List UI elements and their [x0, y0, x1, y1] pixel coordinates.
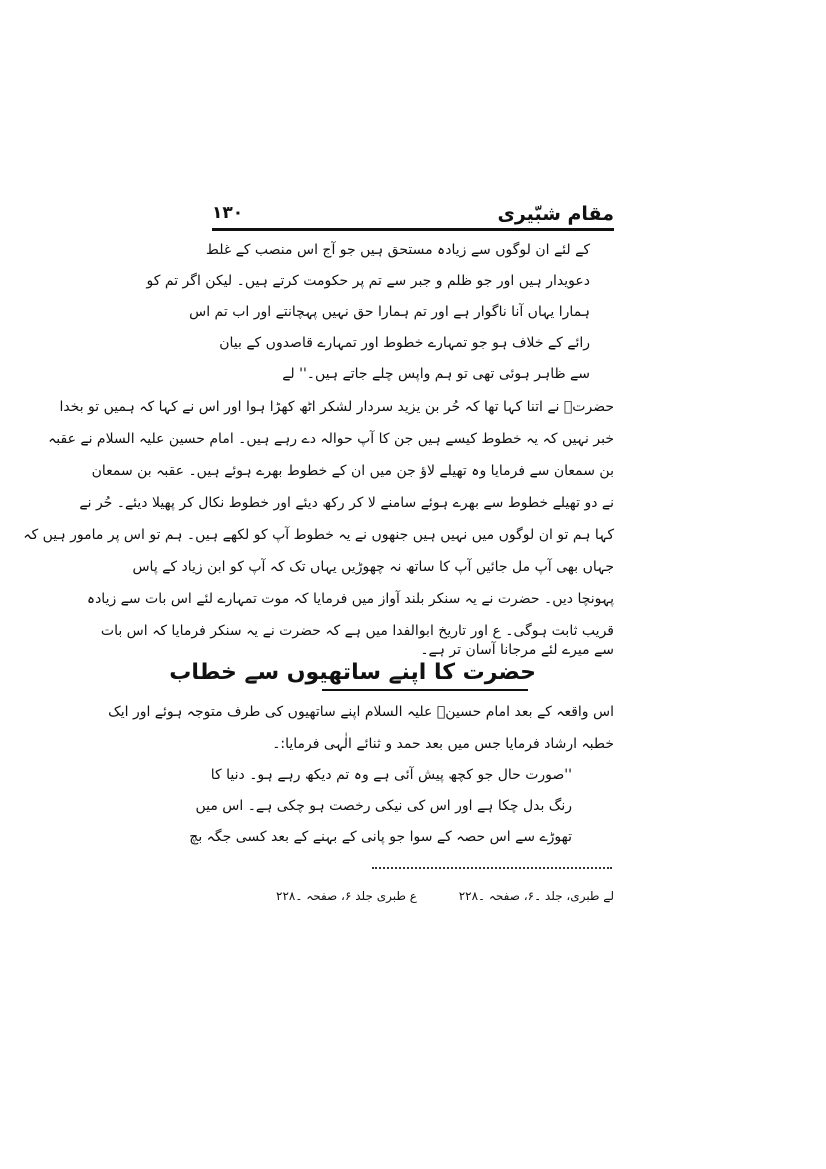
quote-line: ہمارا یہاں آنا ناگوار ہے اور تم ہمارا حق نہیں پہچانتے اور اب تم اس — [189, 304, 590, 320]
footnotes — [214, 888, 614, 904]
quote-line: کے لئے ان لوگوں سے زیادہ مستحق ہیں جو آج اس منصب کے غلط — [205, 242, 590, 258]
sermon-line: رنگ بدل چکا ہے اور اس کی نیکی رخصت ہو چکی ہے۔ اس میں — [195, 798, 572, 814]
quote-line: دعویدار ہیں اور جو ظلم و جبر سے تم پر حکومت کرتے ہیں۔ لیکن اگر تم کو — [146, 273, 590, 289]
section-heading: حضرت کا اپنے ساتھیوں سے خطاب — [169, 660, 536, 685]
body-line: خبر نہیں کہ یہ خطوط کیسے ہیں جن کا آپ حوالہ دے رہے ہیں۔ امام حسین علیہ السلام نے عقبہ — [48, 431, 614, 447]
body-line: قریب ثابت ہوگی۔ ع اور تاریخ ابوالفدا میں ہے کہ حضرت نے یہ سنکر فرمایا کہ اس بات — [100, 623, 614, 639]
body-line: کہا ہم تو ان لوگوں میں نہیں ہیں جنھوں نے یہ خطوط آپ کو لکھے ہیں۔ ہم تو اس پر مامور ہیں کہ — [23, 527, 614, 543]
header-divider — [212, 228, 614, 231]
body-line: نے دو تھیلے خطوط سے بھرے ہوئے سامنے لا کر رکھ دیئے اور خطوط نکال کر پھیلا دیئے۔ حُر نے — [79, 495, 614, 511]
quote-line: رائے کے خلاف ہو جو تمہارے خطوط اور تمہارے قاصدوں کے بیان — [219, 335, 590, 351]
sermon-line: تھوڑے سے اس حصہ کے سوا جو پانی کے بہنے کے بعد کسی جگہ بچ — [189, 829, 572, 845]
body-line: پہونچا دیں۔ حضرت نے یہ سنکر بلند آواز میں فرمایا کہ موت تمہارے لئے اس بات سے زیادہ — [86, 591, 614, 607]
quote-line: سے ظاہر ہوئی تھی تو ہم واپس چلے جاتے ہیں۔'' لے — [282, 366, 590, 382]
section-line: اس واقعہ کے بعد امام حسینؑ علیہ السلام اپنے ساتھیوں کی طرف متوجہ ہوئے اور ایک — [108, 704, 614, 720]
body-line: بن سمعان سے فرمایا وہ تھیلے لاؤ جن میں ان کے خطوط بھرے ہوئے ہیں۔ عقبہ بن سمعان — [91, 463, 614, 479]
book-title: مقام شبّیری — [497, 203, 614, 225]
body-line: حضرتؑ نے اتنا کہا تھا کہ حُر بن یزید سردار لشکر اٹھ کھڑا ہوا اور اس نے کہا کہ ہمیں تو بخدا — [59, 399, 614, 415]
sermon-line: ''صورت حال جو کچھ پیش آئی ہے وہ تم دیکھ رہے ہو۔ دنیا کا — [210, 767, 572, 783]
footnote-2: ع طبری جلد ۶، صفحہ ۔۲۲۸ — [276, 889, 417, 903]
section-heading-underline — [322, 689, 528, 691]
section-line: خطبہ ارشاد فرمایا جس میں بعد حمد و ثنائے الٰہی فرمایا:۔ — [272, 736, 614, 752]
footnote-separator — [372, 867, 612, 869]
page-number: ۱۳۰ — [212, 203, 244, 223]
body-line: سے میرے لئے مرجانا آسان تر ہے۔ — [420, 642, 614, 658]
body-line: جہاں بھی آپ مل جائیں آپ کا ساتھ نہ چھوڑیں یہاں تک کہ آپ کو ابن زیاد کے پاس — [132, 559, 614, 575]
footnote-1: لے طبری، جلد ۔۶، صفحہ ۔۲۲۸ — [458, 889, 614, 903]
